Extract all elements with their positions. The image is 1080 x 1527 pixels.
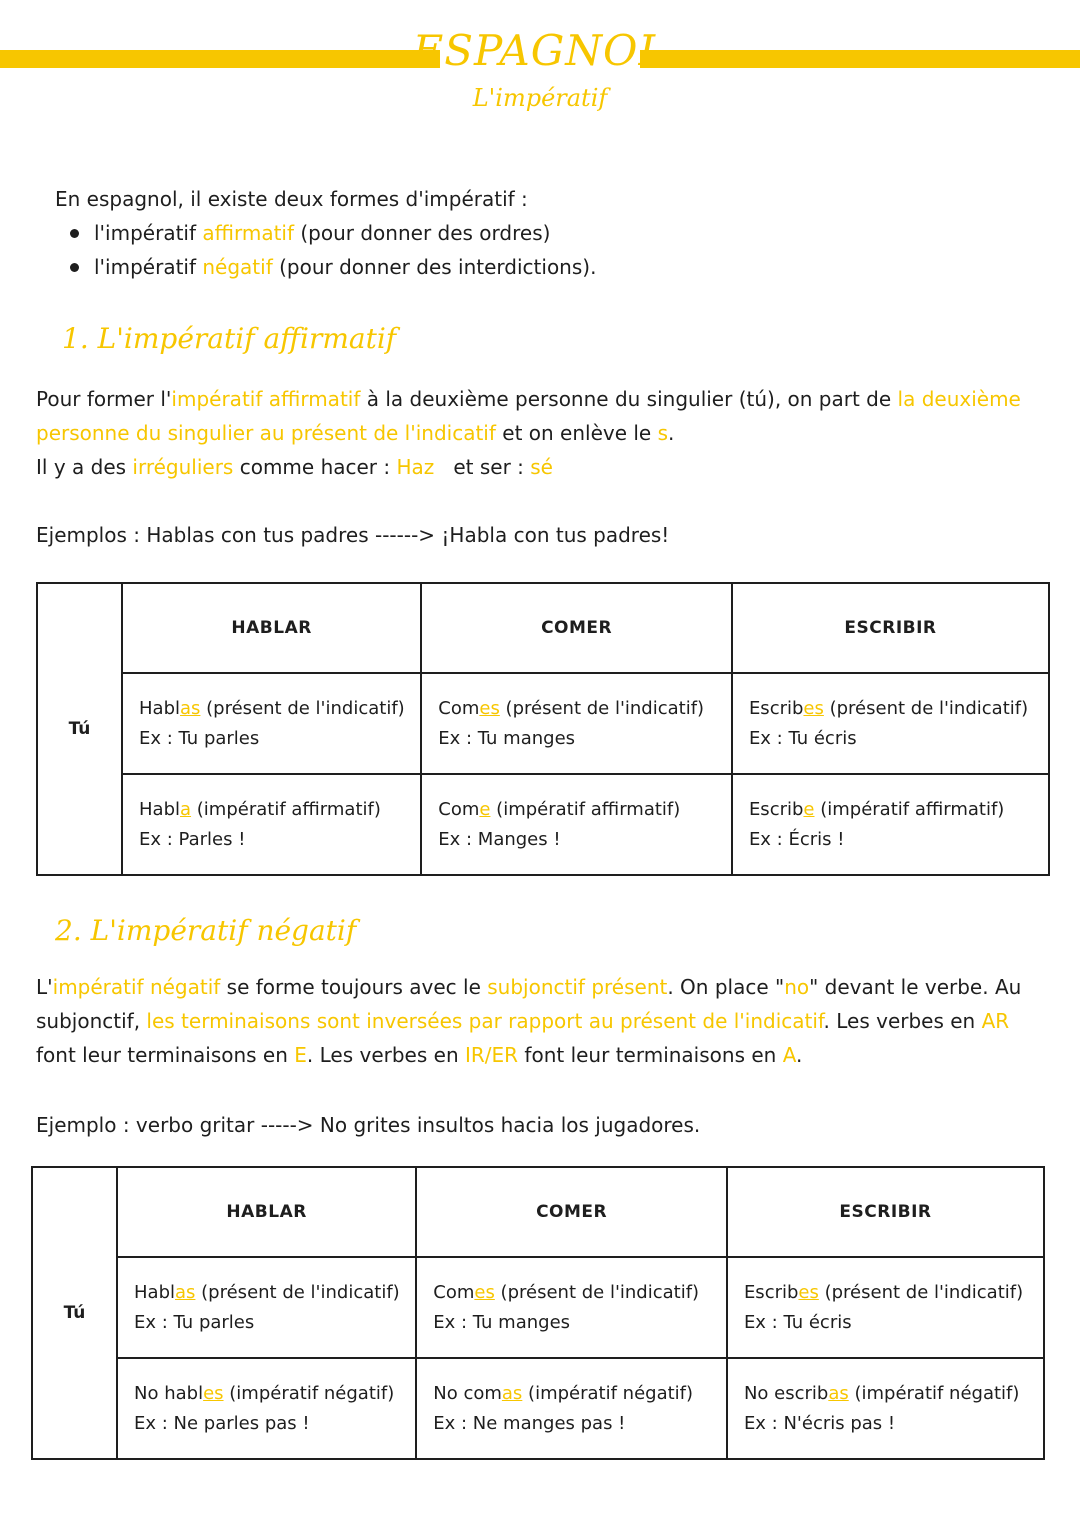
verb-stem: No habl [134, 1382, 204, 1404]
text: . On place " [667, 975, 785, 999]
bullet-negatif [68, 250, 596, 284]
verb-example: Ex : Manges ! [438, 828, 561, 850]
cell-hablar-present [122, 673, 421, 774]
negatif-table [31, 1166, 1045, 1460]
verb-ending: as [501, 1382, 523, 1404]
highlight: s [657, 421, 669, 445]
bullet-text: l'impératif [94, 221, 203, 245]
verb-note: (impératif négatif) [522, 1382, 694, 1404]
text: et on enlève le [495, 421, 658, 445]
highlight: E [294, 1043, 307, 1067]
cell-comer-imperative [421, 774, 732, 875]
verb-note: (impératif affirmatif) [490, 798, 681, 820]
negatif-example: Ejemplo : verbo gritar -----> No grites insultos hacia los jugadores. [36, 1113, 701, 1137]
verb-stem: Escrib [748, 697, 804, 719]
text: se forme toujours avec le [220, 975, 488, 999]
text: " devant le verbe. Au subjonctif, [36, 975, 1022, 1033]
header-escribir: ESCRIBIR [732, 583, 1049, 673]
verb-note: (présent de l'indicatif) [195, 1281, 400, 1303]
section-heading-negatif: 2. L'impératif négatif [55, 914, 357, 947]
verb-stem: Com [433, 1281, 475, 1303]
bullet-text: (pour donner des ordres) [294, 221, 551, 245]
verb-ending: es [798, 1281, 819, 1303]
header-escribir: ESCRIBIR [727, 1167, 1044, 1257]
cell-escribir-present [727, 1257, 1044, 1358]
verb-example: Ex : Tu écris [748, 727, 857, 749]
cell-hablar-present [117, 1257, 416, 1358]
verb-ending: as [180, 697, 201, 719]
text: . [668, 421, 675, 445]
verb-ending: as [828, 1382, 849, 1404]
highlight: impératif affirmatif [171, 387, 361, 411]
text: Il y a des [36, 455, 133, 479]
text: font leur terminaisons en [36, 1043, 295, 1067]
verb-stem: Habl [134, 1281, 176, 1303]
header-hablar: HABLAR [122, 583, 421, 673]
text: . [796, 1043, 803, 1067]
verb-note: (impératif négatif) [223, 1382, 395, 1404]
bullet-text: (pour donner des interdictions). [272, 255, 597, 279]
text: et ser : [434, 455, 531, 479]
verb-note: (impératif négatif) [848, 1382, 1020, 1404]
verb-ending: a [180, 798, 192, 820]
text: à la deuxième personne du singulier (tú), on part de [360, 387, 898, 411]
verb-note: (présent de l'indicatif) [499, 697, 705, 719]
verb-example: Ex : Tu manges [433, 1311, 571, 1333]
verb-note: (présent de l'indicatif) [818, 1281, 1024, 1303]
cell-comer-present [416, 1257, 727, 1358]
header-comer: COMER [416, 1167, 727, 1257]
verb-ending: es [474, 1281, 495, 1303]
verb-example: Ex : Ne parles pas ! [134, 1412, 310, 1434]
bullet-highlight: affirmatif [202, 221, 295, 245]
affirmatif-explanation [36, 382, 1036, 484]
verb-example: Ex : Tu parles [139, 727, 260, 749]
header-comer: COMER [421, 583, 732, 673]
verb-example: Ex : Tu écris [743, 1311, 852, 1333]
verb-ending: e [479, 798, 491, 820]
bullet-highlight: négatif [202, 255, 273, 279]
cell-escribir-negative [727, 1358, 1044, 1459]
text: Pour former l' [36, 387, 172, 411]
verb-stem: Habl [139, 798, 181, 820]
verb-stem: Escrib [748, 798, 804, 820]
section-heading-affirmatif: 1. L'impératif affirmatif [62, 322, 397, 355]
text: font leur terminaisons en [518, 1043, 783, 1067]
highlight: Haz [396, 455, 435, 479]
cell-hablar-imperative [122, 774, 421, 875]
page-title: ESPAGNOL [412, 26, 668, 75]
row-label: Tú [32, 1167, 117, 1459]
verb-example: Ex : Ne manges pas ! [433, 1412, 626, 1434]
verb-note: (présent de l'indicatif) [823, 697, 1029, 719]
verb-example: Ex : Tu manges [438, 727, 576, 749]
verb-note: (présent de l'indicatif) [200, 697, 405, 719]
verb-ending: es [203, 1382, 224, 1404]
verb-stem: Habl [139, 697, 181, 719]
highlight: sé [530, 455, 553, 479]
text: . Les verbes en [306, 1043, 465, 1067]
verb-example: Ex : N'écris pas ! [743, 1412, 896, 1434]
verb-example: Ex : Parles ! [139, 828, 246, 850]
cell-escribir-imperative [732, 774, 1049, 875]
bullet-affirmatif [68, 216, 596, 250]
verb-stem: No com [433, 1382, 502, 1404]
text: . Les verbes en [823, 1009, 982, 1033]
cell-escribir-present [732, 673, 1049, 774]
highlight: les terminaisons sont inversées par rapport au présent de l'indicatif [146, 1009, 824, 1033]
verb-ending: e [803, 798, 815, 820]
negatif-explanation [36, 970, 1036, 1072]
verb-note: (présent de l'indicatif) [494, 1281, 700, 1303]
row-label: Tú [37, 583, 122, 875]
highlight: impératif négatif [52, 975, 221, 999]
verb-example: Ex : Tu parles [134, 1311, 255, 1333]
cell-comer-negative [416, 1358, 727, 1459]
highlight: AR [981, 1009, 1010, 1033]
highlight: subjonctif présent [487, 975, 668, 999]
verb-note: (impératif affirmatif) [814, 798, 1005, 820]
text: comme hacer : [233, 455, 397, 479]
verb-ending: as [175, 1281, 196, 1303]
verb-note: (impératif affirmatif) [191, 798, 381, 820]
bullet-text: l'impératif [94, 255, 203, 279]
highlight: irréguliers [132, 455, 234, 479]
affirmatif-table [36, 582, 1050, 876]
intro-bullets [68, 216, 596, 284]
highlight: A [782, 1043, 797, 1067]
highlight: la deuxième personne du singulier au présent de l'indicatif [36, 387, 1021, 445]
verb-ending: es [803, 697, 824, 719]
header-hablar: HABLAR [117, 1167, 416, 1257]
page-subtitle: L'impératif [472, 84, 608, 112]
verb-stem: No escrib [743, 1382, 829, 1404]
cell-hablar-negative [117, 1358, 416, 1459]
verb-ending: es [479, 697, 500, 719]
cell-comer-present [421, 673, 732, 774]
highlight: no [784, 975, 810, 999]
text: L' [36, 975, 53, 999]
verb-stem: Com [438, 798, 480, 820]
highlight: IR/ER [464, 1043, 519, 1067]
affirmatif-example: Ejemplos : Hablas con tus padres ------> ¡Habla con tus padres! [36, 523, 670, 547]
verb-stem: Escrib [743, 1281, 799, 1303]
verb-example: Ex : Écris ! [748, 828, 845, 850]
verb-stem: Com [438, 697, 480, 719]
intro-text: En espagnol, il existe deux formes d'impératif : [55, 187, 528, 211]
